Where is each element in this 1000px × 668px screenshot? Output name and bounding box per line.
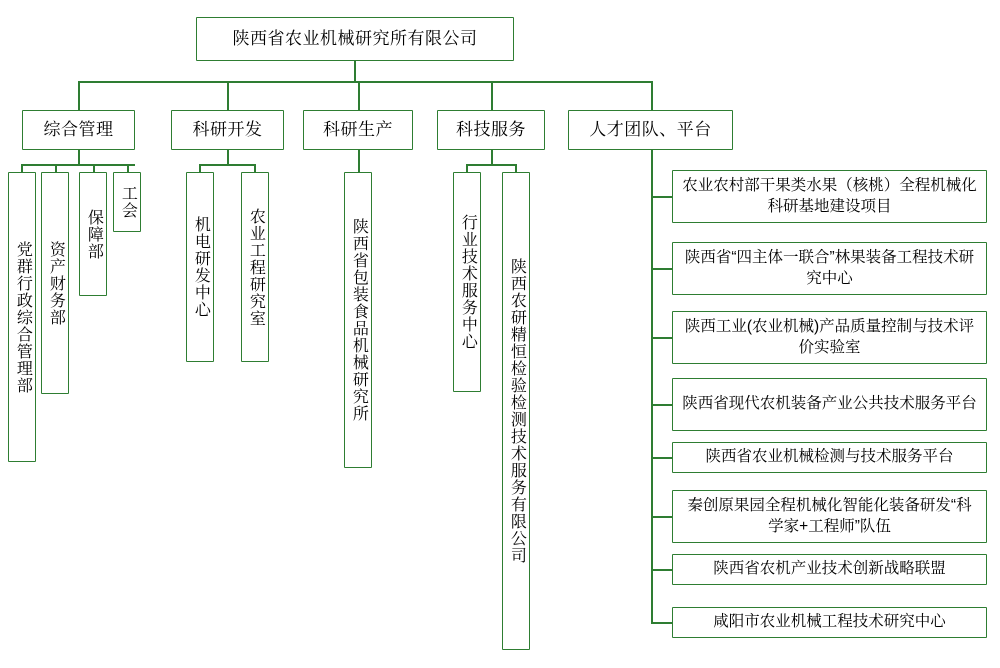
edge-platform-connector-3 <box>651 337 672 339</box>
child-label: 农业工程研究室 <box>247 207 265 327</box>
child-node-nongyan-jingheng-inspection-co <box>502 172 530 650</box>
child-node-labor-union <box>113 172 141 232</box>
platform-label: 陕西省现代农机装备产业公共技术服务平台 <box>682 395 977 413</box>
platform-node-forest-fruit-equipment-engineering-center <box>672 242 987 295</box>
edge-rd-drop-2 <box>254 164 256 172</box>
edge-root-stem <box>354 61 356 81</box>
edge-svc-stem <box>491 150 493 164</box>
child-node-support-dept <box>79 172 107 296</box>
edge-comp-drop-1 <box>21 164 23 172</box>
platform-node-walnut-mechanization-base-project <box>672 170 987 223</box>
child-node-party-admin-dept <box>8 172 36 462</box>
edge-drop-dept-3 <box>358 81 360 110</box>
child-node-packaging-food-machinery-institute <box>344 172 372 468</box>
platform-label: 农业农村部干果类水果（核桃）全程机械化科研基地建设项目 <box>682 176 977 215</box>
edge-rd-drop-1 <box>199 164 201 172</box>
dept-node-tech-service <box>437 110 545 150</box>
child-label: 行业技术服务中心 <box>459 214 477 350</box>
platform-label: 陕西省农业机械检测与技术服务平台 <box>705 448 954 466</box>
child-label: 党群行政综合管理部 <box>14 240 32 394</box>
child-node-electromechanical-rd-center <box>186 172 214 362</box>
platform-node-quality-control-evaluation-lab <box>672 311 987 364</box>
child-label: 机电研发中心 <box>192 216 210 318</box>
root-node <box>196 17 514 61</box>
platform-node-agri-machinery-testing-service-platform <box>672 442 987 473</box>
edge-comp-stem <box>78 150 80 164</box>
dept-node-talent-platform <box>568 110 733 150</box>
child-label: 工会 <box>119 185 137 219</box>
edge-drop-dept-5 <box>651 81 653 110</box>
edge-comp-drop-2 <box>55 164 57 172</box>
platform-node-modern-agri-equipment-public-tech-platform <box>672 378 987 431</box>
dept-label: 科研生产 <box>323 119 393 139</box>
platform-node-qinchuangyuan-scientist-engineer-team <box>672 490 987 543</box>
dept-node-comprehensive-management <box>22 110 135 150</box>
child-label: 资产财务部 <box>47 240 65 326</box>
platform-label: 咸阳市农业机械工程技术研究中心 <box>713 613 946 631</box>
edge-drop-dept-4 <box>491 81 493 110</box>
edge-svc-drop-1 <box>466 164 468 172</box>
dept-node-research-development <box>171 110 284 150</box>
dept-label: 科研开发 <box>192 119 263 139</box>
dept-node-research-production <box>303 110 413 150</box>
edge-svc-bus <box>466 164 516 166</box>
edge-platform-connector-1 <box>651 196 672 198</box>
edge-comp-drop-4 <box>127 164 129 172</box>
child-label: 陕西农研精恒检验检测技术服务有限公司 <box>508 258 526 564</box>
edge-platform-connector-6 <box>651 516 672 518</box>
child-node-asset-finance-dept <box>41 172 69 394</box>
edge-platform-spine <box>651 150 653 622</box>
edge-rd-bus <box>199 164 255 166</box>
platform-label: 秦创原果园全程机械化智能化装备研发“科学家+工程师”队伍 <box>687 496 972 535</box>
dept-label: 综合管理 <box>43 119 114 139</box>
root-node-label: 陕西省农业机械研究所有限公司 <box>232 28 478 48</box>
platform-label: 陕西省农机产业技术创新战略联盟 <box>713 560 946 578</box>
edge-main-bus <box>78 81 652 83</box>
child-label: 保障部 <box>85 208 103 260</box>
platform-node-agri-machinery-innovation-alliance <box>672 554 987 585</box>
edge-drop-dept-2 <box>227 81 229 110</box>
edge-prod-stem <box>358 150 360 172</box>
platform-label: 陕西工业(农业机械)产品质量控制与技术评价实验室 <box>684 317 975 356</box>
platform-label: 陕西省“四主体一联合”林果装备工程技术研究中心 <box>684 248 975 287</box>
dept-label: 人才团队、平台 <box>589 119 712 139</box>
edge-drop-dept-1 <box>78 81 80 110</box>
edge-comp-bus <box>21 164 135 166</box>
edge-platform-connector-2 <box>651 268 672 270</box>
edge-svc-drop-2 <box>515 164 517 172</box>
platform-node-xianyang-agri-machinery-engineering-center <box>672 607 987 638</box>
edge-rd-stem <box>227 150 229 164</box>
child-node-agri-engineering-lab <box>241 172 269 362</box>
child-node-industry-tech-service-center <box>453 172 481 392</box>
edge-platform-connector-5 <box>651 457 672 459</box>
dept-label: 科技服务 <box>456 119 526 139</box>
edge-platform-connector-7 <box>651 569 672 571</box>
edge-platform-connector-8 <box>651 622 672 624</box>
child-label: 陕西省包装食品机械研究所 <box>350 218 368 422</box>
edge-platform-connector-4 <box>651 404 672 406</box>
edge-comp-drop-3 <box>93 164 95 172</box>
